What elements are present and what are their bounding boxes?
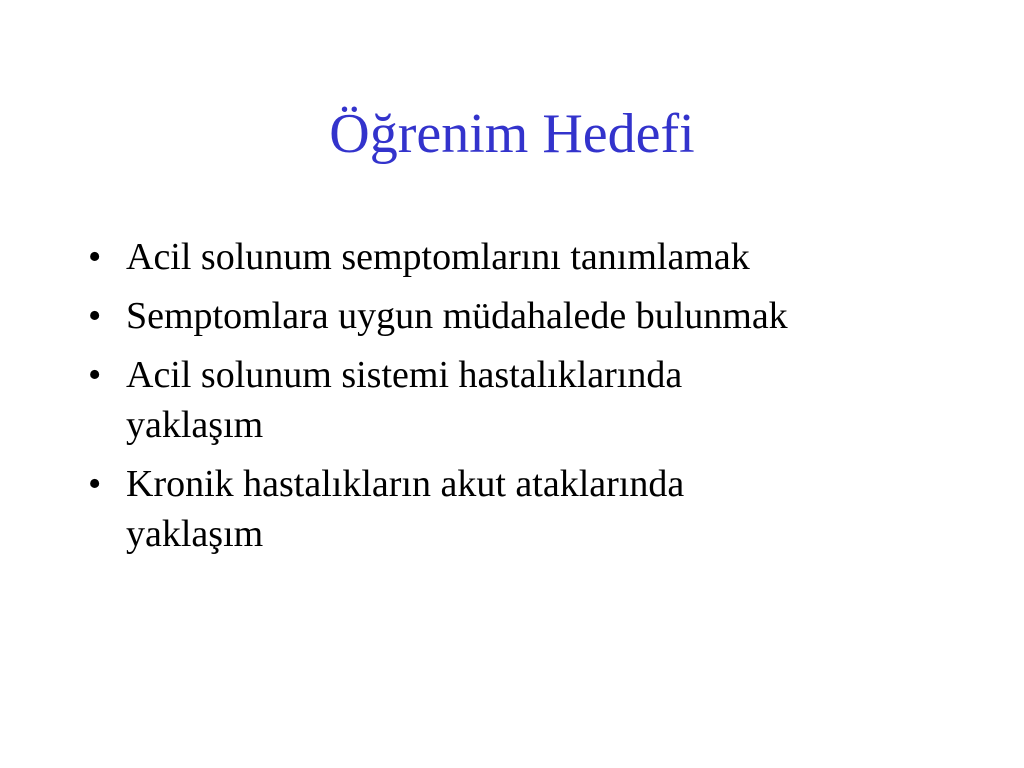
bullet-text: Acil solunum sistemi hastalıklarında yaklaşım	[126, 354, 683, 446]
bullet-icon: •	[88, 236, 102, 278]
bullet-text: Acil solunum semptomlarını tanımlamak	[126, 236, 750, 278]
bullet-item	[88, 232, 948, 282]
bullet-icon: •	[88, 354, 102, 396]
bullet-list	[88, 232, 948, 568]
bullet-item	[88, 350, 826, 450]
slide-title: Öğrenim Hedefi	[329, 103, 695, 165]
bullet-text: Kronik hastalıkların akut ataklarında yaklaşım	[126, 463, 685, 555]
bullet-item	[88, 459, 826, 559]
bullet-item	[88, 291, 948, 341]
bullet-icon: •	[88, 295, 102, 337]
bullet-text: Semptomlara uygun müdahalede bulunmak	[126, 295, 788, 337]
bullet-icon: •	[88, 463, 102, 505]
